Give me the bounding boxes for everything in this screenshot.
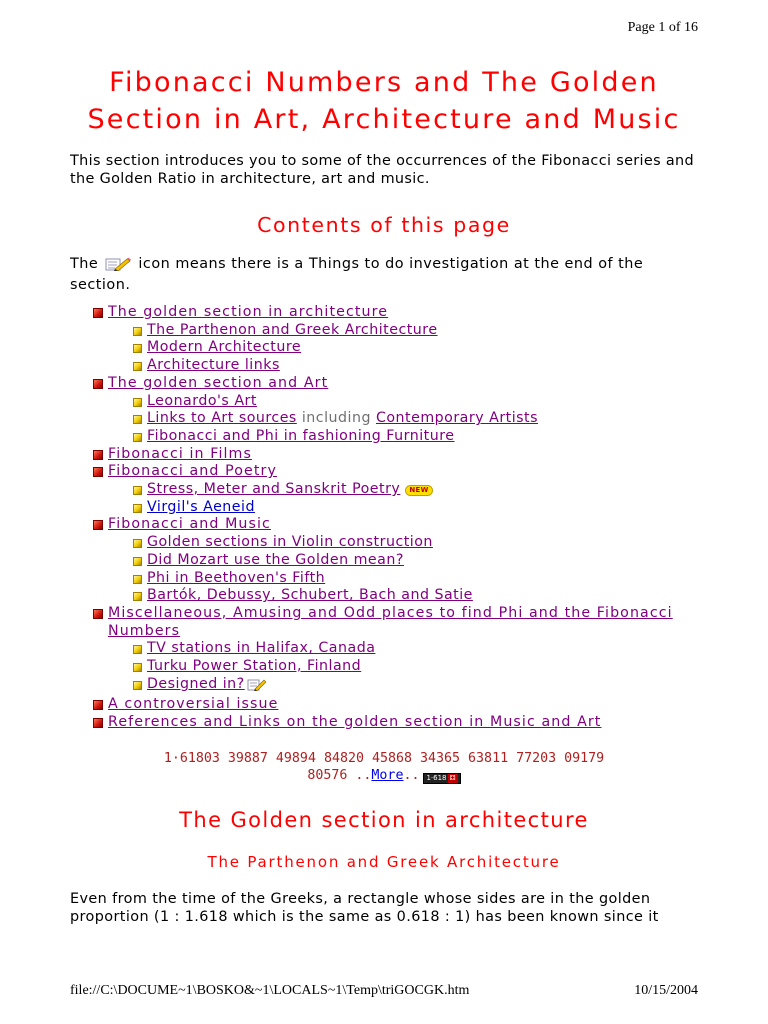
toc-item-parthenon: [70, 322, 698, 340]
phi-digits-line1: 1·61803 39887 49894 84820 45868 34365 63811 77203 09179: [163, 750, 605, 766]
toc-link-art[interactable]: The golden section and Art: [108, 374, 329, 391]
yellow-bullet-icon: [133, 398, 142, 407]
red-bullet-icon: [93, 308, 103, 318]
toc-item-art-sources: [70, 410, 698, 428]
toc-item-music: [70, 516, 698, 534]
icon-note: [70, 255, 698, 294]
intro-paragraph: This section introduces you to some of the occurrences of the Fibonacci series and the Golden Ratio in architecture, art and music.: [70, 153, 694, 187]
toc-link-art-sources[interactable]: Links to Art sources: [147, 410, 297, 427]
yellow-bullet-icon: [133, 344, 142, 353]
pencil-icon: [247, 678, 267, 697]
new-badge: NEW: [405, 485, 432, 496]
yellow-bullet-icon: [133, 681, 142, 690]
phi-digits-line2-end: ..: [403, 767, 420, 783]
page-title: Fibonacci Numbers and The Golden Section in Art, Architecture and Music: [87, 67, 681, 135]
toc-link-virgil[interactable]: Virgil's Aeneid: [147, 498, 255, 515]
toc-item-references: [70, 714, 698, 732]
red-bullet-icon: [93, 609, 103, 619]
toc-link-parthenon[interactable]: The Parthenon and Greek Architecture: [147, 321, 438, 338]
yellow-bullet-icon: [133, 362, 142, 371]
toc-item-bartok: [70, 587, 698, 605]
yellow-bullet-icon: [133, 539, 142, 548]
icon-note-after: icon means there is a Things to do investigation at the end of the section.: [70, 256, 644, 293]
document-body: [70, 64, 698, 926]
yellow-bullet-icon: [133, 486, 142, 495]
toc-link-leonardo[interactable]: Leonardo's Art: [147, 392, 257, 409]
red-bullet-icon: [93, 379, 103, 389]
toc-link-beethoven[interactable]: Phi in Beethoven's Fifth: [147, 569, 326, 586]
toc-item-violin: [70, 534, 698, 552]
contents-heading: Contents of this page: [257, 213, 511, 237]
yellow-bullet-icon: [133, 557, 142, 566]
toc-link-controversial[interactable]: A controversial issue: [108, 696, 279, 713]
yellow-bullet-icon: [133, 415, 142, 424]
phi-calculator-icon[interactable]: [423, 773, 460, 784]
toc-item-arch-links: [70, 357, 698, 375]
toc-link-designed[interactable]: Designed in?: [147, 675, 245, 692]
footer-date: 10/15/2004: [634, 983, 698, 998]
toc-item-art: [70, 375, 698, 393]
toc-item-tv: [70, 640, 698, 658]
toc-item-beethoven: [70, 570, 698, 588]
yellow-bullet-icon: [133, 504, 142, 513]
toc-link-turku[interactable]: Turku Power Station, Finland: [147, 658, 362, 675]
section-heading-architecture: The Golden section in architecture: [179, 807, 589, 832]
toc-item-misc: [70, 605, 698, 640]
toc-item-turku: [70, 658, 698, 676]
phi-digits-line2-start: 80576 ..: [307, 767, 372, 783]
body-paragraph: Even from the time of the Greeks, a rectangle whose sides are in the golden proportion (1 : 1.618 which is the same as 0.618 : 1) has been known since it: [70, 890, 659, 925]
toc-item-poetry: [70, 463, 698, 481]
toc-item-designed: [70, 676, 698, 697]
red-bullet-icon: [93, 718, 103, 728]
toc-item-films: [70, 446, 698, 464]
red-bullet-icon: [93, 450, 103, 460]
subsection-heading-parthenon: The Parthenon and Greek Architecture: [207, 852, 561, 871]
phi-digits: [70, 750, 698, 784]
toc-item-stress: [70, 481, 698, 499]
toc-link-violin[interactable]: Golden sections in Violin construction: [147, 534, 433, 551]
toc-link-mozart[interactable]: Did Mozart use the Golden mean?: [147, 551, 404, 568]
toc-item-mozart: [70, 552, 698, 570]
toc-item-modern: [70, 339, 698, 357]
toc-link-references[interactable]: References and Links on the golden section in Music and Art: [108, 714, 602, 731]
red-bullet-icon: [93, 467, 103, 477]
toc-item-virgil: [70, 499, 698, 517]
toc-link-modern[interactable]: Modern Architecture: [147, 339, 302, 356]
yellow-bullet-icon: [133, 327, 142, 336]
toc-link-bartok[interactable]: Bartók, Debussy, Schubert, Bach and Satie: [147, 587, 473, 604]
toc-link-misc[interactable]: Miscellaneous, Amusing and Odd places to find Phi and the Fibonacci Numbers: [108, 604, 673, 639]
toc-link-architecture[interactable]: The golden section in architecture: [108, 304, 389, 320]
toc-link-furniture[interactable]: Fibonacci and Phi in fashioning Furniture: [147, 427, 455, 444]
toc-link-films[interactable]: Fibonacci in Films: [108, 445, 252, 462]
yellow-bullet-icon: [133, 575, 142, 584]
toc-link-music[interactable]: Fibonacci and Music: [108, 516, 271, 533]
icon-note-before: The: [70, 256, 99, 272]
yellow-bullet-icon: [133, 592, 142, 601]
toc-link-stress[interactable]: Stress, Meter and Sanskrit Poetry: [147, 481, 401, 498]
toc-item-leonardo: [70, 393, 698, 411]
phi-badge-text: 1·618: [426, 773, 447, 782]
pencil-icon: [105, 257, 131, 276]
more-link[interactable]: More: [371, 767, 404, 783]
dice-icon: ⚃: [449, 773, 456, 782]
contents-list: [70, 304, 698, 732]
toc-item-architecture: [70, 304, 698, 322]
phi-digits-line2: [70, 767, 698, 784]
red-bullet-icon: [93, 700, 103, 710]
yellow-bullet-icon: [133, 433, 142, 442]
yellow-bullet-icon: [133, 663, 142, 672]
toc-link-contemporary[interactable]: Contemporary Artists: [375, 410, 538, 427]
toc-link-tv[interactable]: TV stations in Halifax, Canada: [147, 640, 376, 657]
toc-link-arch-links[interactable]: Architecture links: [147, 357, 280, 374]
toc-link-poetry[interactable]: Fibonacci and Poetry: [108, 463, 277, 480]
page-number: Page 1 of 16: [627, 20, 698, 35]
yellow-bullet-icon: [133, 645, 142, 654]
including-text: including: [296, 410, 376, 427]
toc-item-controversial: [70, 696, 698, 714]
footer-file-path: file://C:\DOCUME~1\BOSKO&~1\LOCALS~1\Temp\triGOCGK.htm: [70, 983, 470, 998]
red-bullet-icon: [93, 520, 103, 530]
toc-item-furniture: [70, 428, 698, 446]
